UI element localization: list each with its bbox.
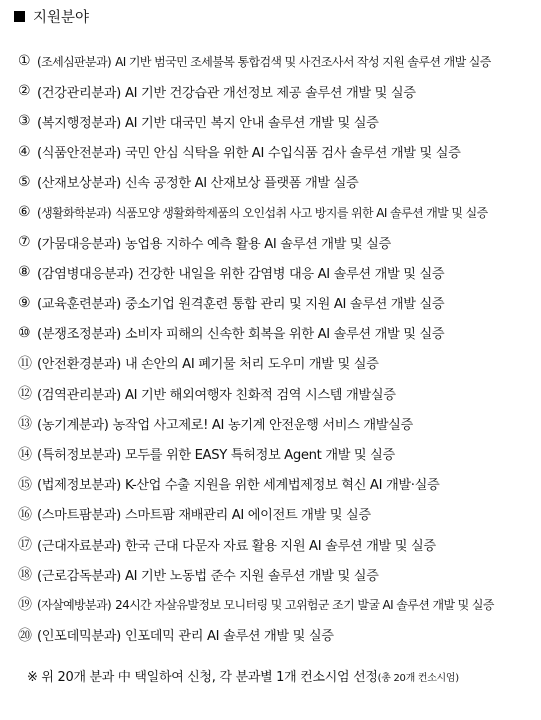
item-category: (복지행정분과)	[37, 115, 121, 131]
item-description: AI 기반 노동법 준수 지원 솔루션 개발 및 실증	[124, 568, 379, 584]
item-number: ⑨	[18, 294, 31, 311]
item-category: (자살예방분과)	[37, 597, 112, 612]
list-item	[18, 499, 534, 529]
item-category: (식품안전분과)	[37, 146, 121, 162]
item-category: (농기계분과)	[37, 417, 109, 433]
item-description: AI 기반 범국민 조세불복 통합검색 및 사건조사서 작성 지원 솔루션 개발 실증	[115, 54, 491, 69]
section-header	[14, 6, 89, 27]
item-description: 모두를 위한 EASY 특허정보 Agent 개발 및 실증	[124, 448, 395, 464]
list-item	[18, 137, 534, 167]
list-item	[18, 197, 534, 227]
item-number: ⑭	[18, 446, 32, 463]
item-category: (건강관리분과)	[37, 85, 121, 101]
list-item	[18, 469, 534, 499]
item-number: ⑤	[18, 173, 31, 190]
item-number: ⑪	[18, 355, 32, 372]
item-description: K-산업 수출 지원을 위한 세계법제정보 혁신 AI 개발·실증	[124, 478, 440, 494]
item-description: 농업용 지하수 예측 활용 AI 솔루션 개발 및 실증	[124, 236, 391, 252]
item-number: ⑯	[18, 506, 32, 523]
list-item	[18, 288, 534, 318]
item-description: 내 손안의 AI 폐기물 처리 도우미 개발 및 실증	[124, 357, 379, 373]
item-number: ②	[18, 83, 31, 100]
item-category: (안전환경분과)	[37, 357, 121, 373]
item-number: ⑩	[18, 324, 31, 341]
item-description: 농작업 사고제로! AI 농기계 안전운행 서비스 개발실증	[112, 417, 413, 433]
list-item	[18, 438, 534, 468]
item-category: (가뭄대응분과)	[37, 236, 121, 252]
item-description: 국민 안심 식탁을 위한 AI 수입식품 검사 솔루션 개발 및 실증	[124, 146, 461, 162]
item-description: 중소기업 원격훈련 통합 관리 및 지원 AI 솔루션 개발 실증	[124, 297, 445, 313]
item-number: ⑥	[18, 204, 30, 221]
item-number: ①	[18, 53, 30, 70]
list-item	[18, 348, 534, 378]
item-number: ⑦	[18, 234, 31, 251]
section-title: 지원분야	[33, 10, 90, 26]
item-number: ⑫	[18, 386, 32, 403]
item-category: (분쟁조정분과)	[37, 327, 121, 343]
footnote-main: ※ 위 20개 분과 中 택일하여 신청, 각 분과별 1개 컨소시엄 선정	[27, 670, 378, 685]
item-category: (인포데믹분과)	[37, 629, 121, 645]
item-number: ⑳	[18, 627, 32, 644]
item-description: 건강한 내일을 위한 감염병 대응 AI 솔루션 개발 및 실증	[137, 266, 445, 282]
item-description: 24시간 자살유발정보 모니터링 및 고위험군 조기 발굴 AI 솔루션 개발 및 실증	[115, 597, 494, 612]
list-item	[18, 106, 534, 136]
item-description: 신속 공정한 AI 산재보상 플랫폼 개발 실증	[124, 176, 359, 192]
item-category: (검역관리분과)	[37, 387, 121, 403]
item-category: (산재보상분과)	[37, 176, 121, 192]
item-number: ⑲	[18, 597, 32, 614]
item-category: (생활화학분과)	[37, 205, 112, 220]
item-number: ⑰	[18, 537, 32, 554]
item-number: ⑧	[18, 264, 31, 281]
item-category: (특허정보분과)	[37, 448, 121, 464]
footnote-small: (총 20개 컨소시엄)	[377, 673, 459, 684]
item-description: AI 기반 건강습관 개선정보 제공 솔루션 개발 및 실증	[124, 85, 416, 101]
item-description: 인포데믹 관리 AI 솔루션 개발 및 실증	[124, 629, 334, 645]
list-item	[18, 318, 534, 348]
item-category: (조세심판분과)	[37, 54, 112, 69]
list-item	[18, 620, 534, 650]
item-description: AI 기반 대국민 복지 안내 솔루션 개발 및 실증	[124, 115, 379, 131]
list-item	[18, 227, 534, 257]
item-number: ⑮	[18, 476, 32, 493]
item-description: 소비자 피해의 신속한 회복을 위한 AI 솔루션 개발 및 실증	[124, 327, 445, 343]
item-number: ③	[18, 113, 31, 130]
item-number: ④	[18, 143, 31, 160]
list-item	[18, 76, 534, 106]
list-item	[18, 378, 534, 408]
list-item	[18, 529, 534, 559]
item-description: AI 기반 해외여행자 친화적 검역 시스템 개발실증	[124, 387, 396, 403]
footnote	[27, 666, 459, 685]
list-item	[18, 257, 534, 287]
item-description: 한국 근대 다문자 자료 활용 지원 AI 솔루션 개발 및 실증	[124, 538, 436, 554]
list-item	[18, 46, 534, 76]
list-item	[18, 589, 534, 619]
item-category: (근대자료분과)	[37, 538, 121, 554]
item-category: (감염병대응분과)	[37, 266, 134, 282]
item-category: (스마트팜분과)	[37, 508, 121, 524]
list-item	[18, 167, 534, 197]
square-bullet-icon	[14, 11, 25, 22]
item-number: ⑱	[18, 567, 32, 584]
item-description: 스마트팜 재배관리 AI 에이전트 개발 및 실증	[124, 508, 371, 524]
item-description: 식품모양 생활화학제품의 오인섭취 사고 방지를 위한 AI 솔루션 개발 및 실증	[115, 205, 488, 220]
item-number: ⑬	[18, 416, 32, 433]
list-item	[18, 408, 534, 438]
item-category: (교육훈련분과)	[37, 297, 121, 313]
item-category: (법제정보분과)	[37, 478, 121, 494]
list-item	[18, 559, 534, 589]
support-field-list	[18, 46, 534, 650]
item-category: (근로감독분과)	[37, 568, 121, 584]
